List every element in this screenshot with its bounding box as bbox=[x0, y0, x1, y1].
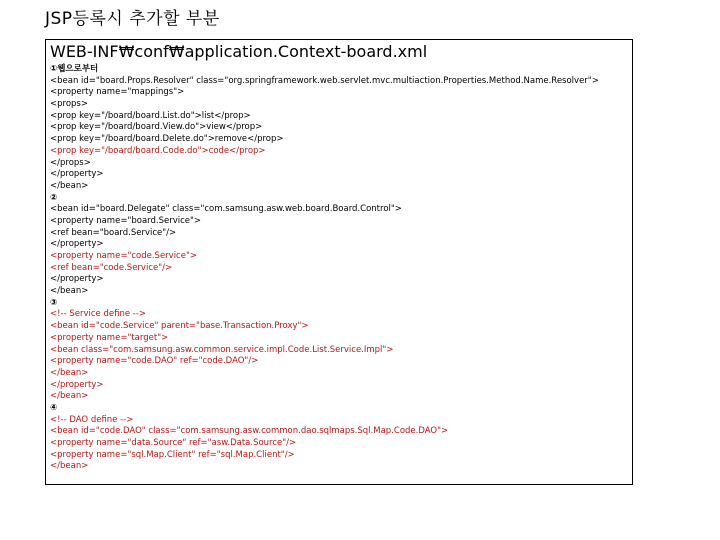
code-line: <ref bean="code.Service"/> bbox=[50, 262, 173, 273]
step-label: ④ bbox=[50, 402, 58, 413]
code-box bbox=[45, 39, 633, 485]
code-line: <bean class="com.samsung.asw.common.service.impl.Code.List.Service.Impl"> bbox=[50, 344, 394, 355]
code-line: <prop key="/board/board.Delete.do">remove</prop> bbox=[50, 134, 284, 145]
code-line: </bean> bbox=[50, 367, 89, 378]
code-line: <!-- DAO define --> bbox=[50, 414, 134, 425]
code-line: <props> bbox=[50, 99, 88, 110]
code-line: <bean id="code.Service" parent="base.Transaction.Proxy"> bbox=[50, 321, 309, 332]
code-line: <property name="board.Service"> bbox=[50, 215, 202, 226]
code-line: <bean id="board.Delegate" class="com.samsung.asw.web.board.Board.Control"> bbox=[50, 204, 402, 215]
code-line: </props> bbox=[50, 157, 91, 168]
code-line: </property> bbox=[50, 274, 104, 285]
code-line: <bean id="code.DAO" class="com.samsung.asw.common.dao.sqlmaps.Sql.Map.Code.DAO"> bbox=[50, 426, 449, 437]
code-line: </property> bbox=[50, 379, 104, 390]
code-line: <prop key="/board/board.Code.do">code</prop> bbox=[50, 145, 266, 156]
step-label: ② bbox=[50, 192, 58, 203]
code-line: </bean> bbox=[50, 180, 89, 191]
code-line: </bean> bbox=[50, 391, 89, 402]
page-title: JSP등록시 추가할 부분 bbox=[45, 9, 220, 29]
code-line: </bean> bbox=[50, 286, 89, 297]
section-title: WEB-INF₩conf₩application.Context-board.xml bbox=[50, 42, 428, 61]
code-line: <!-- Service define --> bbox=[50, 309, 147, 320]
step-label: ③ bbox=[50, 297, 58, 308]
code-line: </bean> bbox=[50, 461, 89, 472]
code-line: <bean id="board.Props.Resolver" class="org.springframework.web.servlet.mvc.multiaction.Properties.Method.Name.Resolver"> bbox=[50, 75, 599, 86]
code-line: <prop key="/board/board.List.do">list</prop> bbox=[50, 110, 251, 121]
code-line: <property name="target"> bbox=[50, 332, 169, 343]
step-label: ①웹으로부터 bbox=[50, 64, 99, 74]
code-line: <property name="data.Source" ref="asw.Data.Source"/> bbox=[50, 438, 297, 448]
code-line: <property name="sql.Map.Client" ref="sql.Map.Client"/> bbox=[50, 449, 295, 460]
code-line: <ref bean="board.Service"/> bbox=[50, 227, 177, 238]
code-line: <property name="mappings"> bbox=[50, 87, 185, 98]
code-line: </property> bbox=[50, 239, 104, 250]
code-line: <property name="code.DAO" ref="code.DAO"/> bbox=[50, 356, 259, 367]
code-lines bbox=[50, 64, 632, 473]
code-line: <property name="code.Service"> bbox=[50, 251, 197, 261]
code-line: </property> bbox=[50, 169, 104, 180]
code-line: <prop key="/board/board.View.do">view</prop> bbox=[50, 122, 263, 133]
